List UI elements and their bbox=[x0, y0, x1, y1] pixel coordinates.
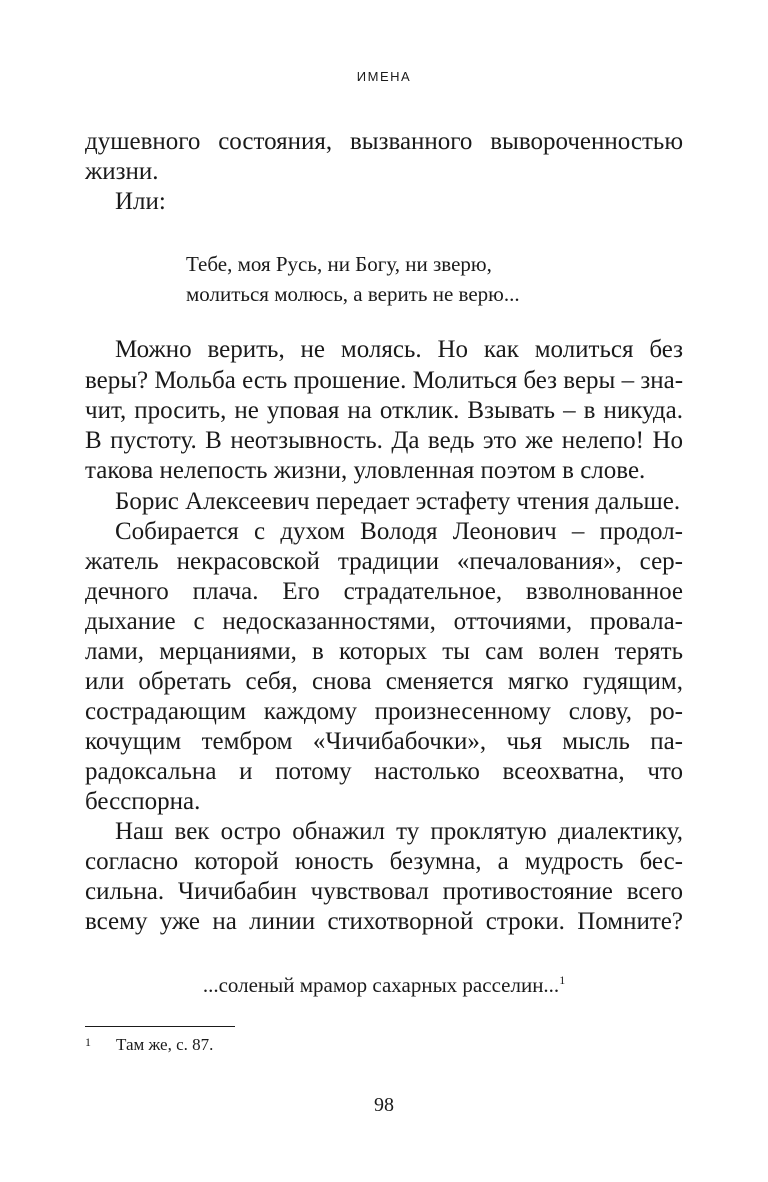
verse-line: Тебе, моя Русь, ни Богу, ни зверю, bbox=[186, 252, 492, 276]
text-line: дыхание с недосказанностями, отточиями, провала- bbox=[85, 608, 683, 635]
verse-quote bbox=[0, 966, 768, 999]
text-line: всему уже на линии стихотворной строки. Помните? bbox=[85, 908, 683, 935]
footnote-text: Там же, с. 87. bbox=[116, 1035, 214, 1054]
verse-line: молиться молюсь, а верить не верю... bbox=[186, 282, 520, 306]
text-line: согласно которой юность безумна, а мудрость бес- bbox=[85, 848, 683, 875]
text-line: веры? Мольба есть прошение. Молиться без веры – зна- bbox=[85, 367, 684, 394]
footnote-number: 1 bbox=[85, 1035, 91, 1049]
page-number: 98 bbox=[374, 1094, 394, 1116]
text-line: сильна. Чичибабин чувствовал противостояние всего bbox=[85, 878, 683, 905]
verse-line: ...соленый мрамор сахарных расселин... bbox=[202, 973, 560, 997]
text-line: дечного плача. Его страдательное, взволнованное bbox=[85, 578, 683, 605]
text-line: лами, мерцаниями, в которых ты сам волен терять bbox=[85, 638, 683, 665]
text-line: душевного состояния, вызванного вывороченностью bbox=[85, 128, 683, 155]
text-line: Наш век остро обнажил ту проклятую диалектику, bbox=[115, 818, 683, 845]
text-line: такова нелепость жизни, уловленная поэтом в слове. bbox=[85, 457, 646, 484]
text-line: жизни. bbox=[85, 158, 159, 185]
text-line: бесспорна. bbox=[85, 788, 201, 815]
text-line: В пустоту. В неотзывность. Да ведь это же нелепо! Но bbox=[85, 427, 683, 454]
footnote-rule bbox=[85, 1026, 235, 1027]
running-header: ИМЕНА bbox=[356, 69, 412, 84]
text-line: радоксальна и потому настолько всеохватна, что bbox=[85, 758, 683, 785]
text-line: сострадающим каждому произнесенному слову, ро- bbox=[85, 698, 683, 725]
text-line: или обретать себя, снова сменяется мягко гудящим, bbox=[85, 668, 683, 695]
text-line: Или: bbox=[115, 188, 166, 215]
text-line: жатель некрасовской традиции «печалования», сер- bbox=[85, 548, 683, 575]
text-line: Можно верить, не молясь. Но как молиться без bbox=[115, 336, 683, 363]
text-line: кочущим тембром «Чичибабочки», чья мысль па- bbox=[85, 728, 683, 755]
text-line: Собирается с духом Володя Леонович – продол- bbox=[115, 518, 683, 545]
text-line: Борис Алексеевич передает эстафету чтения дальше. bbox=[115, 488, 681, 515]
text-line: чит, просить, не уповая на отклик. Взывать – в никуда. bbox=[85, 397, 683, 424]
footnote-ref: 1 bbox=[559, 973, 566, 987]
